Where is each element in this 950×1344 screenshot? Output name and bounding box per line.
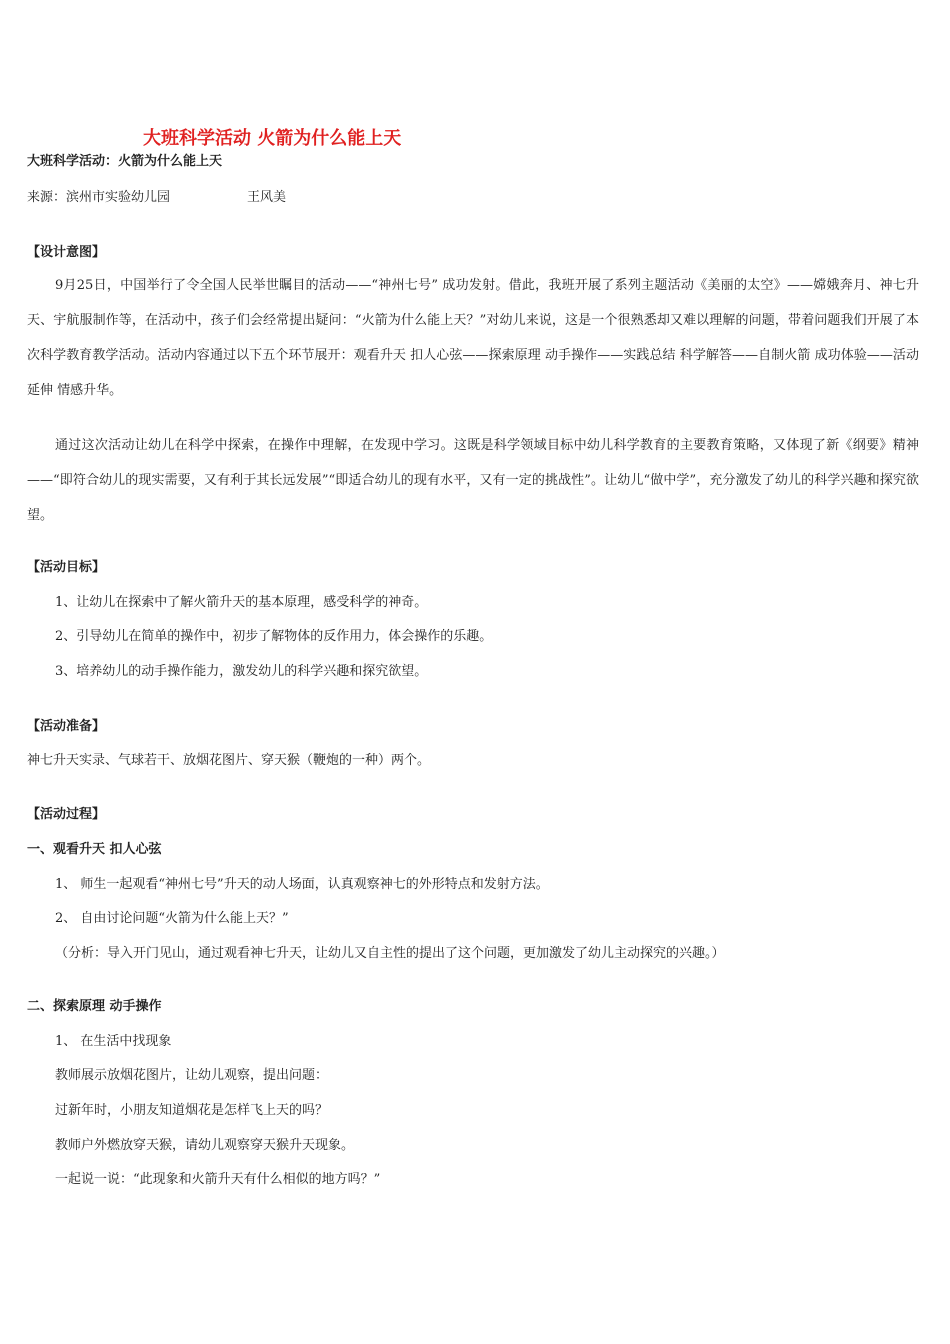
- section-1-item: 2、 自由讨论问题“火箭为什么能上天？”: [55, 911, 289, 926]
- source-author: 王风美: [247, 190, 287, 205]
- section-2-line: 过新年时，小朋友知道烟花是怎样飞上天的吗？: [55, 1103, 329, 1118]
- document-title: 大班科学活动 火箭为什么能上天: [143, 128, 402, 149]
- section-1-item: 1、 师生一起观看“神州七号”升天的动人场面，认真观察神七的外形特点和发射方法。: [55, 877, 549, 892]
- goals-heading: 【活动目标】: [27, 560, 106, 575]
- section-2-line: 1、 在生活中找现象: [55, 1034, 172, 1049]
- design-paragraph-1: 9月25日，中国举行了令全国人民举世瞩目的活动——“神州七号” 成功发射。借此，我班开展了系列主题活动《美丽的太空》——嫦娥奔月、神七升天、宇航服制作等，在活动中，孩子们会经常提出疑问：“火箭为什么能上天？”对幼儿来说，这是一个很熟悉却又难以理解的问题，带着问题我们开展了本次科学教育教学活动。活动内容通过以下五个环节展开：观看升天 扣人心弦——探索原理 动手操作——实践总结 科学解答——自制火箭 成功体验——活动延伸 情感升华。: [27, 278, 919, 398]
- section-2-heading: 二、探索原理 动手操作: [27, 999, 162, 1014]
- goal-item: 3、培养幼儿的动手操作能力，激发幼儿的科学兴趣和探究欲望。: [55, 664, 428, 679]
- design-heading: 【设计意图】: [27, 245, 106, 260]
- design-paragraph-2: 通过这次活动让幼儿在科学中探索，在操作中理解，在发现中学习。这既是科学领域目标中幼儿科学教育的主要教育策略，又体现了新《纲要》精神——“即符合幼儿的现实需要，又有利于其长远发展”“即适合幼儿的现有水平，又有一定的挑战性”。让幼儿“做中学”，充分激发了幼儿的科学兴趣和探究欲望。: [27, 438, 919, 523]
- prep-text: 神七升天实录、气球若干、放烟花图片、穿天猴（鞭炮的一种）两个。: [27, 753, 431, 768]
- prep-heading: 【活动准备】: [27, 719, 106, 734]
- section-1-analysis: （分析：导入开门见山，通过观看神七升天，让幼儿又自主性的提出了这个问题，更加激发了幼儿主动探究的兴趣。）: [55, 946, 725, 961]
- document-subtitle: 大班科学活动：火箭为什么能上天: [27, 154, 223, 169]
- goal-item: 2、引导幼儿在简单的操作中，初步了解物体的反作用力，体会操作的乐趣。: [55, 629, 493, 644]
- goal-item: 1、让幼儿在探索中了解火箭升天的基本原理，感受科学的神奇。: [55, 595, 428, 610]
- section-2-line: 教师户外燃放穿天猴，请幼儿观察穿天猴升天现象。: [55, 1138, 355, 1153]
- section-1-heading: 一、观看升天 扣人心弦: [27, 842, 162, 857]
- source-label: 来源：滨州市实验幼儿园: [27, 190, 171, 205]
- process-heading: 【活动过程】: [27, 807, 106, 822]
- section-2-line: 教师展示放烟花图片，让幼儿观察，提出问题：: [55, 1068, 329, 1083]
- section-2-line: 一起说一说：“此现象和火箭升天有什么相似的地方吗？”: [55, 1172, 381, 1187]
